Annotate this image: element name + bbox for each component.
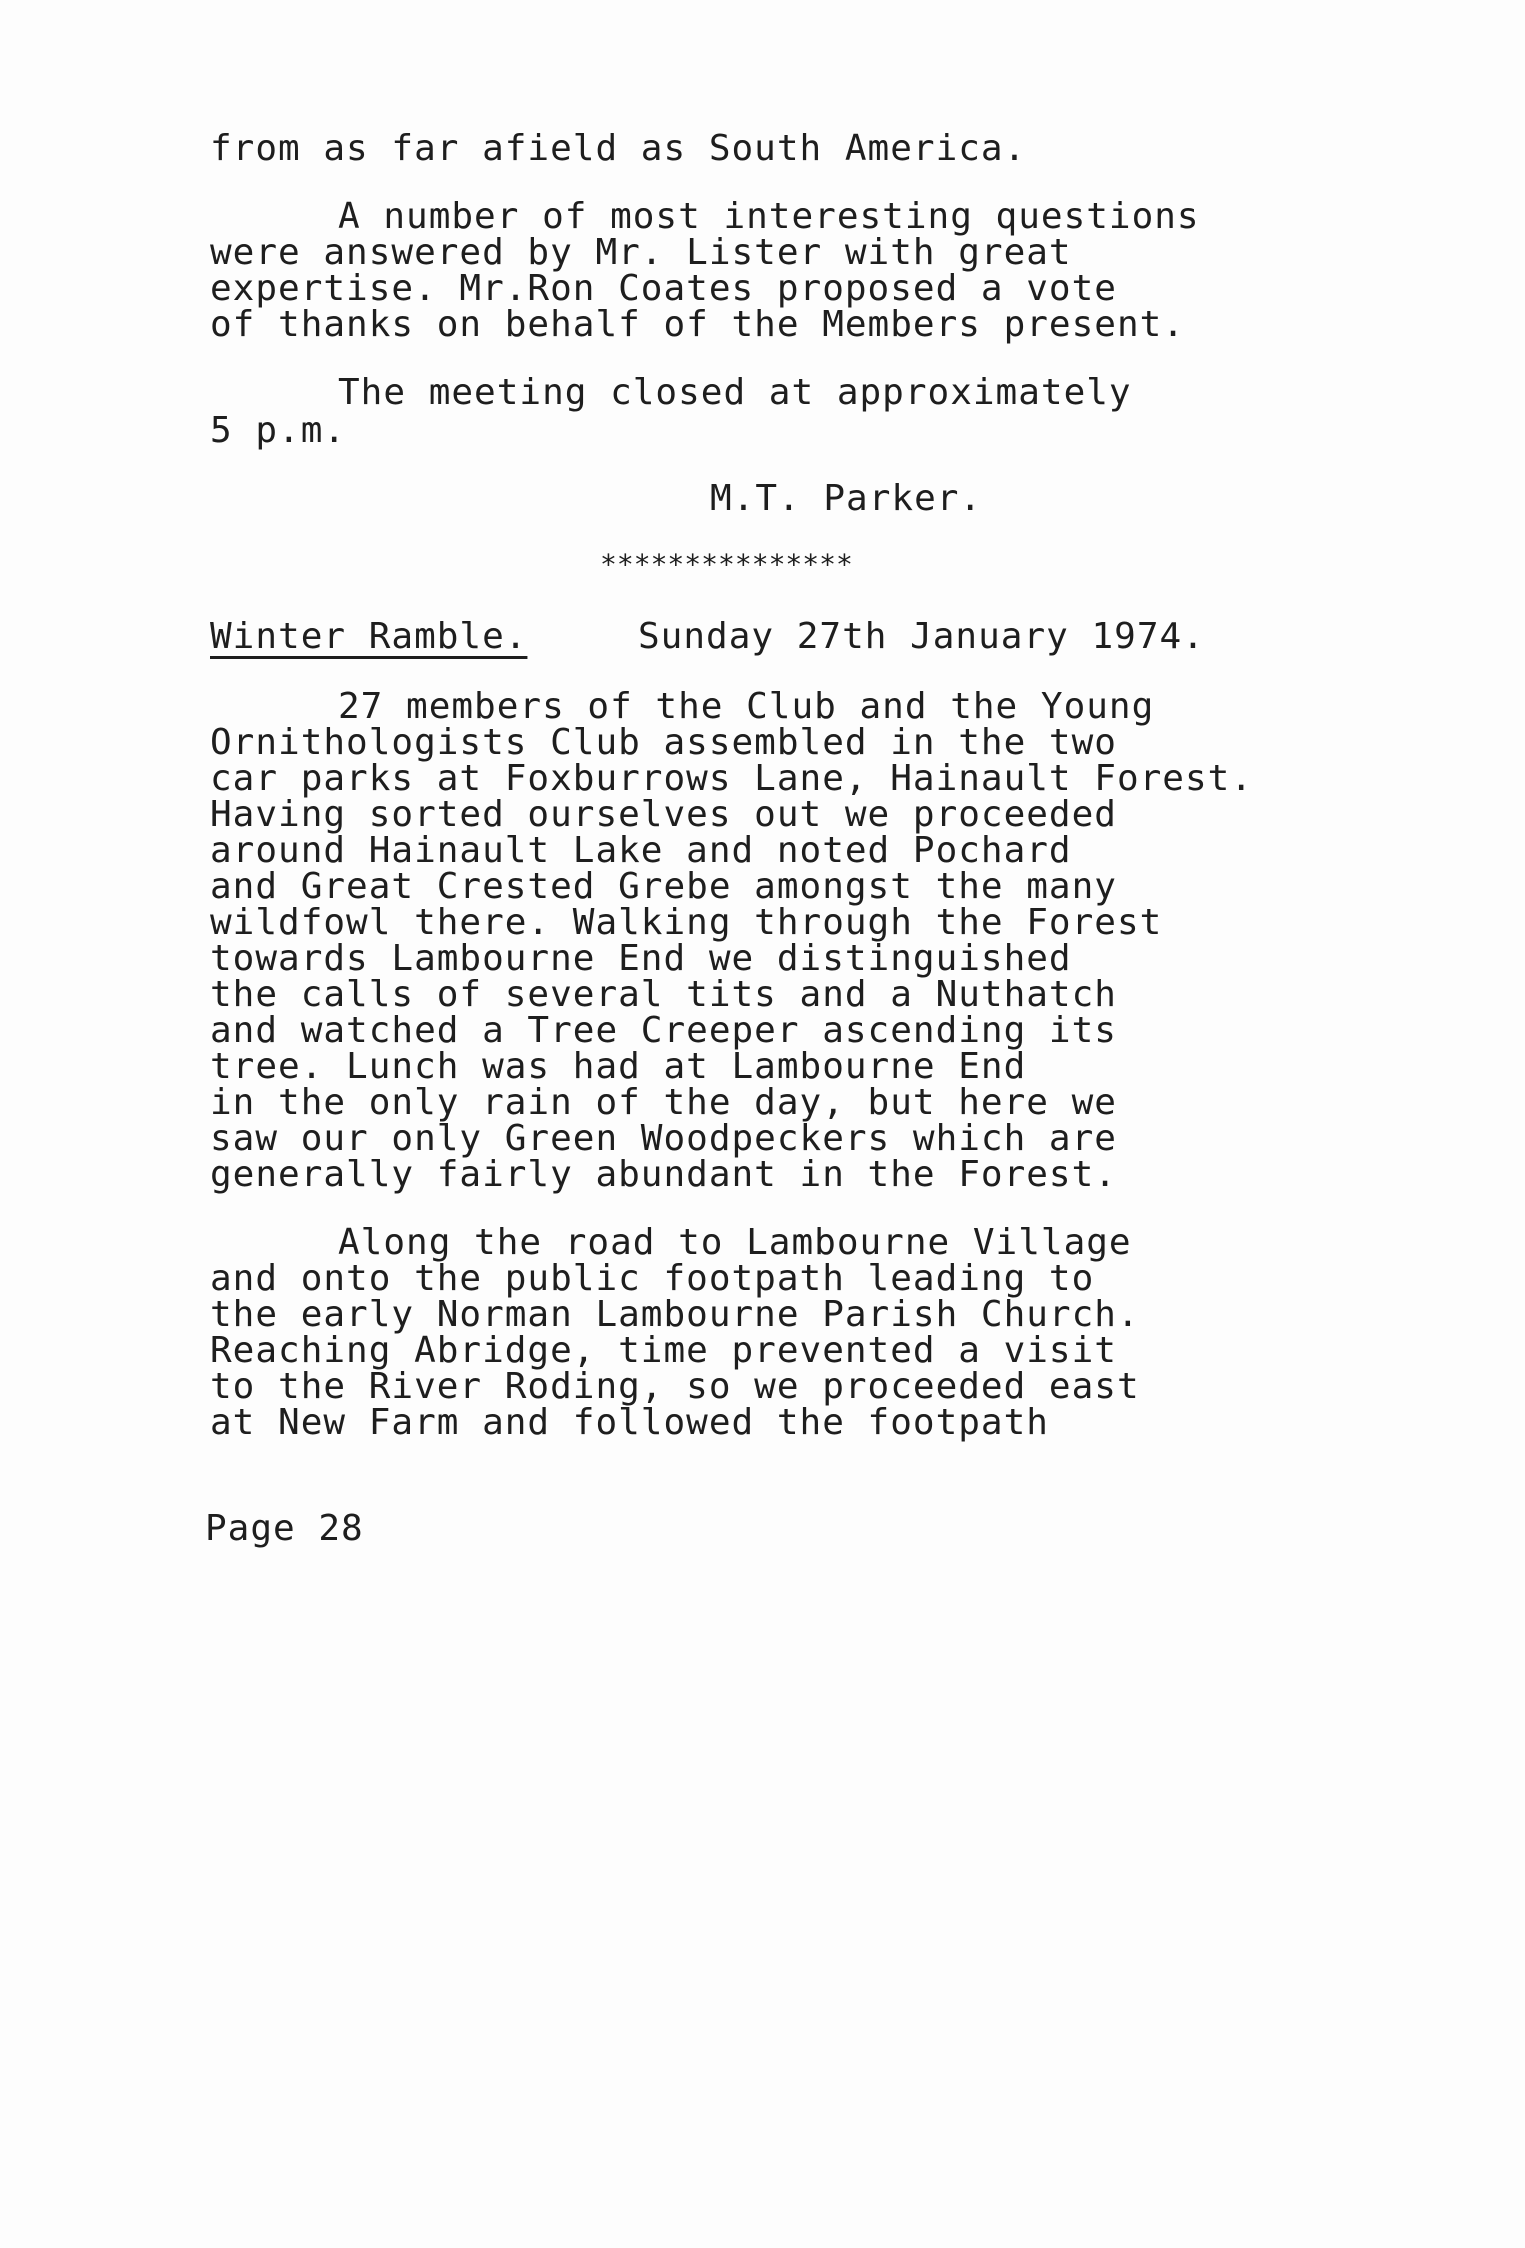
text-line: towards Lambourne End we distinguished xyxy=(210,938,1072,979)
text-line: 27 members of the Club and the Young xyxy=(338,686,1155,727)
text-line: to the River Roding, so we proceeded east xyxy=(210,1366,1140,1407)
text-line: Having sorted ourselves out we proceeded xyxy=(210,794,1117,835)
section-heading: Winter Ramble. xyxy=(210,616,528,657)
text-line: Along the road to Lambourne Village xyxy=(338,1222,1132,1263)
signature: M.T. Parker. xyxy=(710,478,983,519)
text-line: and watched a Tree Creeper ascending its xyxy=(210,1010,1117,1051)
text-line: in the only rain of the day, but here we xyxy=(210,1082,1117,1123)
text-line: The meeting closed at approximately xyxy=(338,372,1132,413)
text-line: generally fairly abundant in the Forest. xyxy=(210,1154,1117,1195)
text-line: were answered by Mr. Lister with great xyxy=(210,232,1072,273)
text-line: at New Farm and followed the footpath xyxy=(210,1402,1049,1443)
text-line: expertise. Mr.Ron Coates proposed a vote xyxy=(210,268,1117,309)
text-line: car parks at Foxburrows Lane, Hainault Forest. xyxy=(210,758,1253,799)
text-line: of thanks on behalf of the Members present. xyxy=(210,304,1185,345)
text-line: from as far afield as South America. xyxy=(210,128,1027,169)
text-line: Ornithologists Club assembled in the two xyxy=(210,722,1117,763)
text-line: and Great Crested Grebe amongst the many xyxy=(210,866,1117,907)
text-line: and onto the public footpath leading to xyxy=(210,1258,1095,1299)
text-line: Reaching Abridge, time prevented a visit xyxy=(210,1330,1117,1371)
text-line: the early Norman Lambourne Parish Church. xyxy=(210,1294,1140,1335)
section-date: Sunday 27th January 1974. xyxy=(638,616,1205,657)
separator: *************** xyxy=(600,548,853,581)
text-line: the calls of several tits and a Nuthatch xyxy=(210,974,1117,1015)
page-number: Page 28 xyxy=(205,1508,364,1549)
text-line: 5 p.m. xyxy=(210,410,347,451)
text-line: wildfowl there. Walking through the Forest xyxy=(210,902,1163,943)
text-line: saw our only Green Woodpeckers which are xyxy=(210,1118,1117,1159)
text-line: A number of most interesting questions xyxy=(338,196,1200,237)
text-line: tree. Lunch was had at Lambourne End xyxy=(210,1046,1027,1087)
text-line: around Hainault Lake and noted Pochard xyxy=(210,830,1072,871)
